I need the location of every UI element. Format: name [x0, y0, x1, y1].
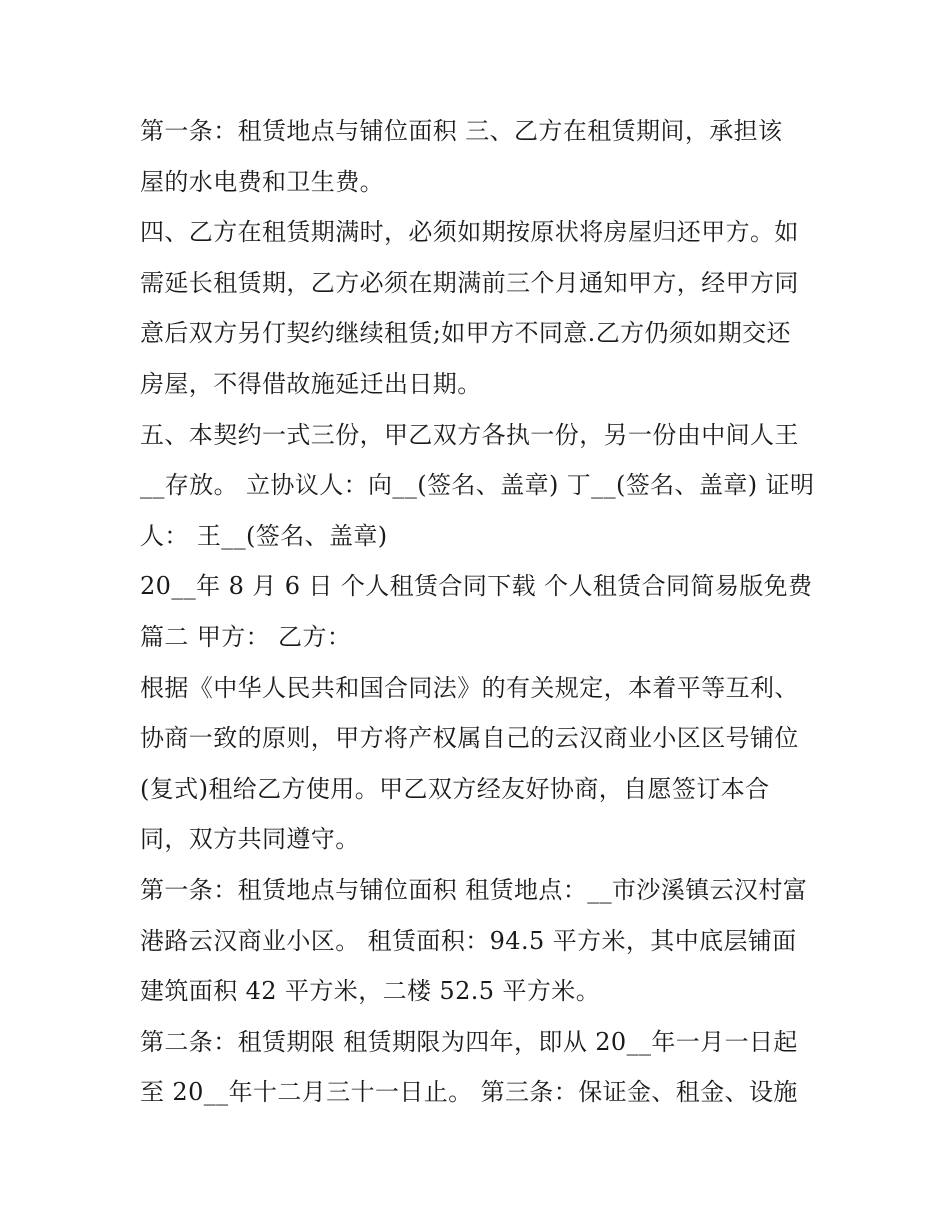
text-line: 房屋，不得借故施延迁出日期。: [140, 369, 482, 398]
text-line: 第二条：租赁期限 租赁期限为四年，即从 20__年一月一日起: [140, 1027, 798, 1056]
text-line: 五、本契约一式三份，甲乙双方各执一份，另一份由中间人王: [140, 420, 799, 449]
text-line: 人： 王__(签名、盖章): [140, 521, 388, 550]
text-line: 需延长租赁期，乙方必须在期满前三个月通知甲方，经甲方同: [140, 268, 799, 297]
text-line: 篇二 甲方： 乙方：: [140, 622, 352, 651]
text-line: 至 20__年十二月三十一日止。 第三条：保证金、租金、设施: [140, 1078, 798, 1107]
text-line: 第一条：租赁地点与铺位面积 租赁地点：__市沙溪镇云汉村富: [140, 875, 808, 904]
text-line: 20__年 8 月 6 日 个人租赁合同下载 个人租赁合同简易版免费: [140, 572, 813, 601]
text-line: 根据《中华人民共和国合同法》的有关规定，本着平等互利、: [140, 673, 799, 702]
text-line: 建筑面积 42 平方米，二楼 52.5 平方米。: [140, 977, 601, 1006]
text-line: __存放。 立协议人：向__(签名、盖章) 丁__(签名、盖章) 证明: [140, 471, 815, 500]
text-line: 屋的水电费和卫生费。: [140, 167, 384, 196]
text-line: 港路云汉商业小区。 租赁面积：94.5 平方米，其中底层铺面: [140, 926, 797, 955]
text-line: 协商一致的原则，甲方将产权属自己的云汉商业小区区号铺位: [140, 724, 799, 753]
text-line: 第一条：租赁地点与铺位面积 三、乙方在租赁期间，承担该: [140, 117, 783, 145]
document-body: [140, 106, 820, 1118]
text-line: 意后双方另仃契约继续租赁;如甲方不同意.乙方仍须如期交还: [140, 319, 791, 348]
text-line: 同，双方共同遵守。: [140, 825, 360, 854]
text-line: 四、乙方在租赁期满时，必须如期按原状将房屋归还甲方。如: [140, 218, 799, 247]
text-line: (复式)租给乙方使用。甲乙双方经友好协商，自愿签订本合: [140, 774, 770, 803]
